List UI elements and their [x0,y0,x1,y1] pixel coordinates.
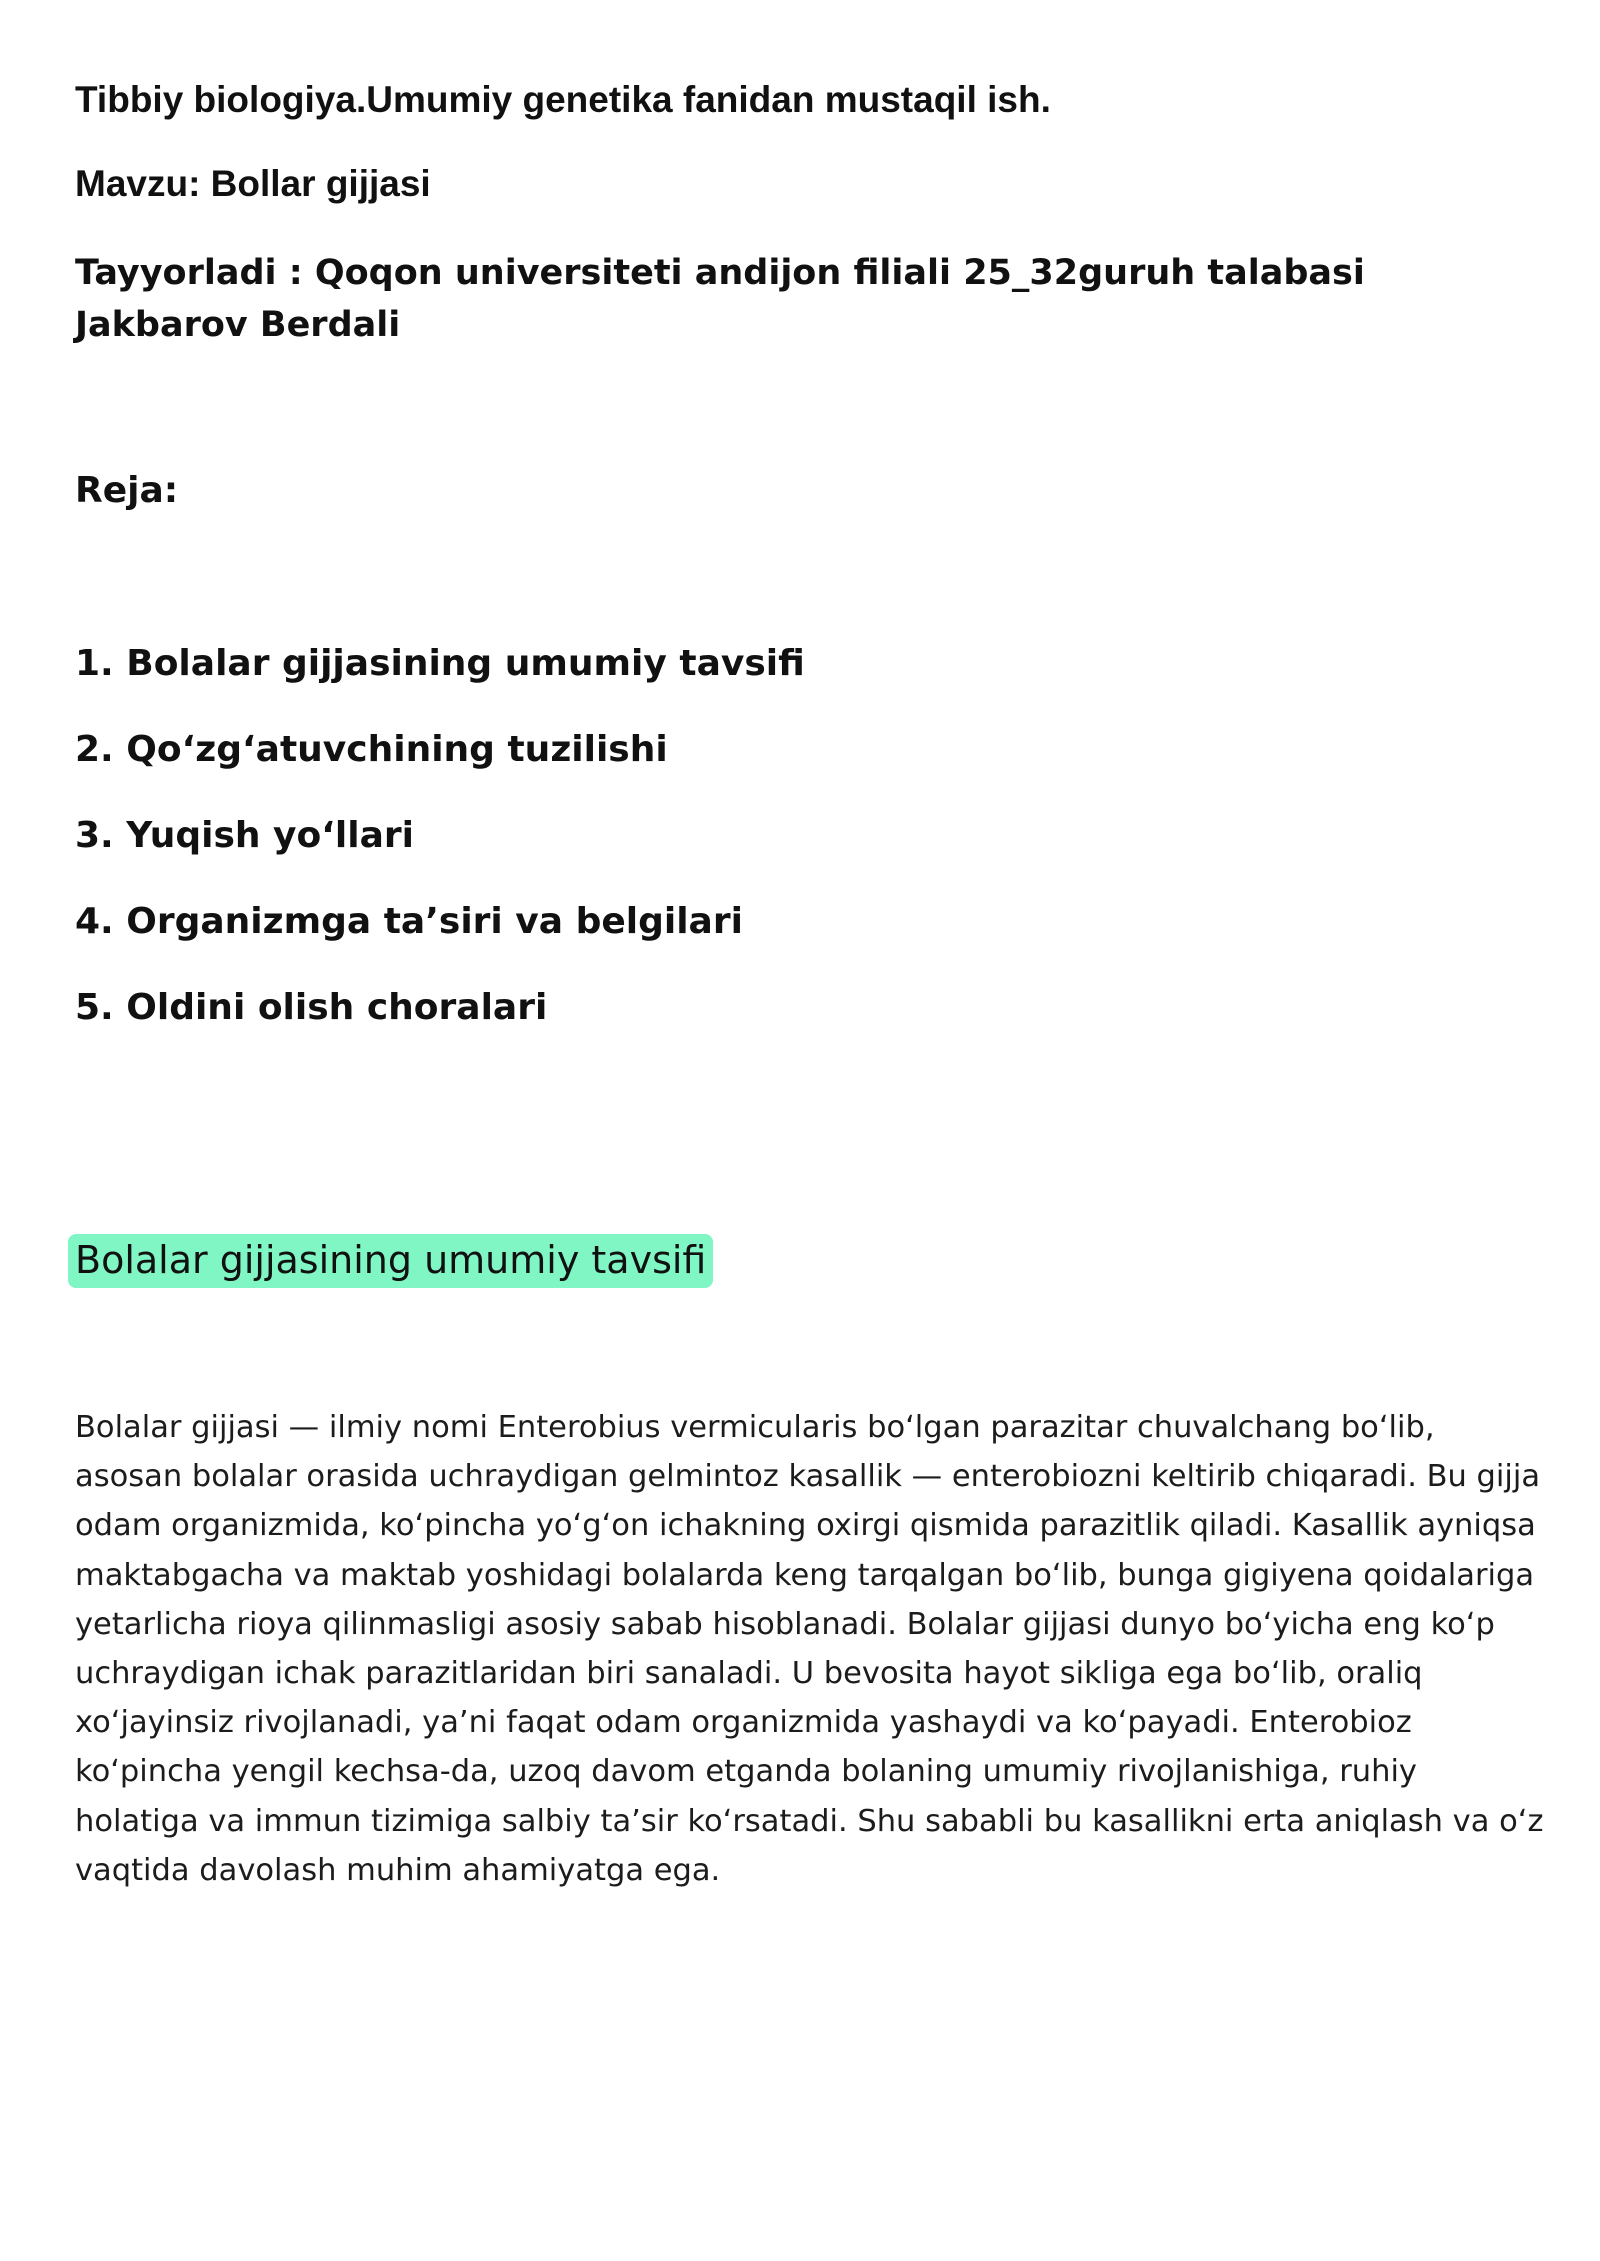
plan-heading: Reja: [75,470,179,511]
section-body-paragraph: Bolalar gijjasi — ilmiy nomi Enterobius vermicularis boʻlgan parazitar chuvalchang boʻlib, asosan bolalar orasida uchraydigan gelmintoz kasallik — enterobiozni keltirib chiqaradi. Bu gijja odam organizmida, koʻpincha yoʻgʻon ichakning oxirgi qismida parazitlik qiladi. Kasallik ayniqsa maktabgacha va maktab yoshidagi bolalarda keng tarqalgan boʻlib, bunga gigiyena qoidalariga yetarlicha rioya qilinmasligi asosiy sabab hisoblanadi. Bolalar gijjasi dunyo boʻyicha eng koʻp uchraydigan ichak parazitlaridan biri sanaladi. U bevosita hayot sikliga ega boʻlib, oraliq xoʻjayinsiz rivojlanadi, yaʼni faqat odam organizmida yashaydi va koʻpayadi. Enterobioz koʻpincha yengil kechsa-da, uzoq davom etganda bolaning umumiy rivojlanishiga, ruhiy holatiga va immun tizimiga salbiy taʼsir koʻrsatadi. Shu sababli bu kasallikni erta aniqlash va oʻz vaqtida davolash muhim ahamiyatga ega. [75,1410,1544,1888]
document-title: Tibbiy biologiya.Umumiy genetika fanidan mustaqil ish. [75,79,1051,120]
plan-item: 1. Bolalar gijjasining umumiy tavsifi [75,643,805,684]
plan-item: 3. Yuqish yoʻllari [75,815,414,856]
plan-item: 5. Oldini olish choralari [75,987,548,1028]
plan-item: 2. Qoʻzgʻatuvchining tuzilishi [75,729,668,770]
author-line: Tayyorladi : Qoqon universiteti andijon filiali 25_32guruh talabasi Jakbarov Berdali [75,253,1365,345]
plan-item: 4. Organizmga taʼsiri va belgilari [75,901,743,942]
section-heading-highlighted: Bolalar gijjasining umumiy tavsifi [68,1234,713,1288]
topic-line: Mavzu: Bollar gijjasi [75,163,431,204]
